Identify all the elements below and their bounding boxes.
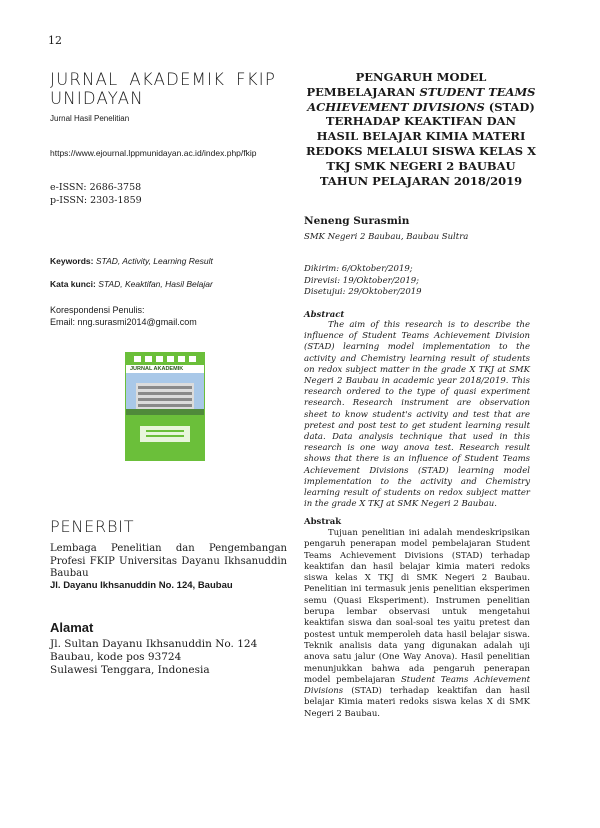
eissn: e-ISSN: 2686-3758 — [50, 182, 142, 193]
publisher-body: Lembaga Penelitian dan Pengembangan Profesi FKIP Universitas Dayanu Ikhsanuddin Baubau — [50, 543, 287, 579]
keywords-id-value: STAD, Keaktifan, Hasil Belajar — [98, 279, 213, 289]
abstrak-indonesian — [304, 528, 530, 720]
abstrak-heading: Abstrak — [304, 517, 342, 527]
journal-title-word-1: JURNAL — [50, 70, 119, 89]
keywords-id — [50, 279, 286, 289]
keywords-en-value: STAD, Activity, Learning Result — [95, 256, 213, 266]
journal-title-word-3: FKIP — [236, 70, 276, 89]
journal-title-word-2: AKADEMIK — [129, 70, 226, 89]
abstract-heading: Abstract — [304, 310, 345, 320]
journal-title-line-2: UNIDAYAN — [50, 89, 144, 108]
keywords-en-label: Keywords: — [50, 256, 94, 266]
date-accepted: Disetujui: 29/Oktober/2019 — [304, 287, 422, 297]
article-title — [304, 70, 538, 188]
publisher-heading: PENERBIT — [50, 517, 135, 536]
address-line: Sulawesi Tenggara, Indonesia — [50, 664, 210, 676]
journal-url[interactable]: https://www.ejournal.lppmunidayan.ac.id/index.php/fkip — [50, 148, 257, 158]
article-title-italic: STUDENT TEAMS ACHIEVEMENT DIVISIONS — [307, 84, 536, 114]
keywords-id-label: Kata kunci: — [50, 279, 96, 289]
date-revised: Direvisi: 19/Oktober/2019; — [304, 275, 420, 286]
address-line: Jl. Sultan Dayanu Ikhsanuddin No. 124 — [50, 638, 258, 650]
article-title-part-1: PENGARUH MODEL PEMBELAJARAN — [306, 70, 487, 99]
article-dates — [304, 264, 422, 299]
abstract-english: The aim of this research is to describe the influence of Student Teams Achievement Division (STAD) learning model implementation to the activity and Chemistry learning result of students on redox subject matter in the grade X TKJ at SMK Negeri 2 Baubau in academic year 2018/2019. This research ordered to the type of quasi experiment research. Research instrument are observation sheet to know student's activity and test that are pretest and post test to get student learning result data. Data analysis technique that used in this research is one way anova test. Research result shows that there is an influence of Student Teams Achievement Divisions (STAD) learning model implementation to the activity and Chemistry learning result of students on redox subject matter in the grade X TKJ at SMK Negeri 2 Baubau. — [304, 320, 530, 510]
abstrak-part-1: Tujuan penelitian ini adalah mendeskripsikan pengaruh penerapan model pembelajaran Student Teams Achievement Divisions (STAD) terhadap keaktifan dan hasil belajar kimia materi redoks siswa kelas X TKJ di SMK Negeri 2 Baubau. Penelitian ini termasuk jenis penelitian eksperimen semu (Quasi Eksperiment). Instrumen penelitian berupa lembar observasi untuk mengetahui keaktifan siswa dan soal-soal tes yaitu pretest dan postest untuk memperoleh data hasil belajar siswa. Teknik analisis data yang digunakan adalah uji anova satu jalur (One Way Anova). Hasil penelitian menunjukkan bahwa ada pengaruh penerapan model pembelajaran — [304, 528, 530, 685]
author-affiliation: SMK Negeri 2 Baubau, Baubau Sultra — [304, 232, 469, 242]
pissn: p-ISSN: 2303-1859 — [50, 194, 142, 206]
journal-subtitle: Jurnal Hasil Penelitian — [50, 114, 130, 123]
correspondence — [50, 304, 197, 328]
date-submitted: Dikirim: 6/Oktober/2019; — [304, 264, 413, 274]
publisher-address: Jl. Dayanu Ikhsanuddin No. 124, Baubau — [50, 580, 233, 591]
abstrak-part-2: (STAD) terhadap keaktifan dan hasil belajar Kimia materi redoks siswa kelas X di SMK Negeri 2 Baubau. — [304, 686, 530, 719]
address-line: Baubau, kode pos 93724 — [50, 651, 182, 663]
page-number: 12 — [48, 34, 62, 47]
keywords-en — [50, 256, 286, 266]
issn-block — [50, 182, 142, 207]
cover-title: JURNAL AKADEMIK — [130, 366, 184, 372]
abstrak-italic: Student Teams Achievement Divisions — [304, 674, 530, 697]
article-title-part-2: (STAD) TERHADAP KEAKTIFAN DAN HASIL BELAJAR KIMIA MATERI REDOKS MELALUI SISWA KELAS X TKJ SMK NEGERI 2 BAUBAU TAHUN PELAJARAN 2018/2019 — [305, 99, 537, 188]
correspondence-email: Email: nng.surasmi2014@gmail.com — [50, 317, 197, 327]
author-name: Neneng Surasmin — [304, 215, 410, 227]
address-heading: Alamat — [50, 620, 94, 635]
journal-title — [50, 70, 276, 108]
journal-cover-image — [125, 352, 205, 461]
correspondence-label: Korespondensi Penulis: — [50, 305, 145, 315]
address-block — [50, 638, 257, 677]
